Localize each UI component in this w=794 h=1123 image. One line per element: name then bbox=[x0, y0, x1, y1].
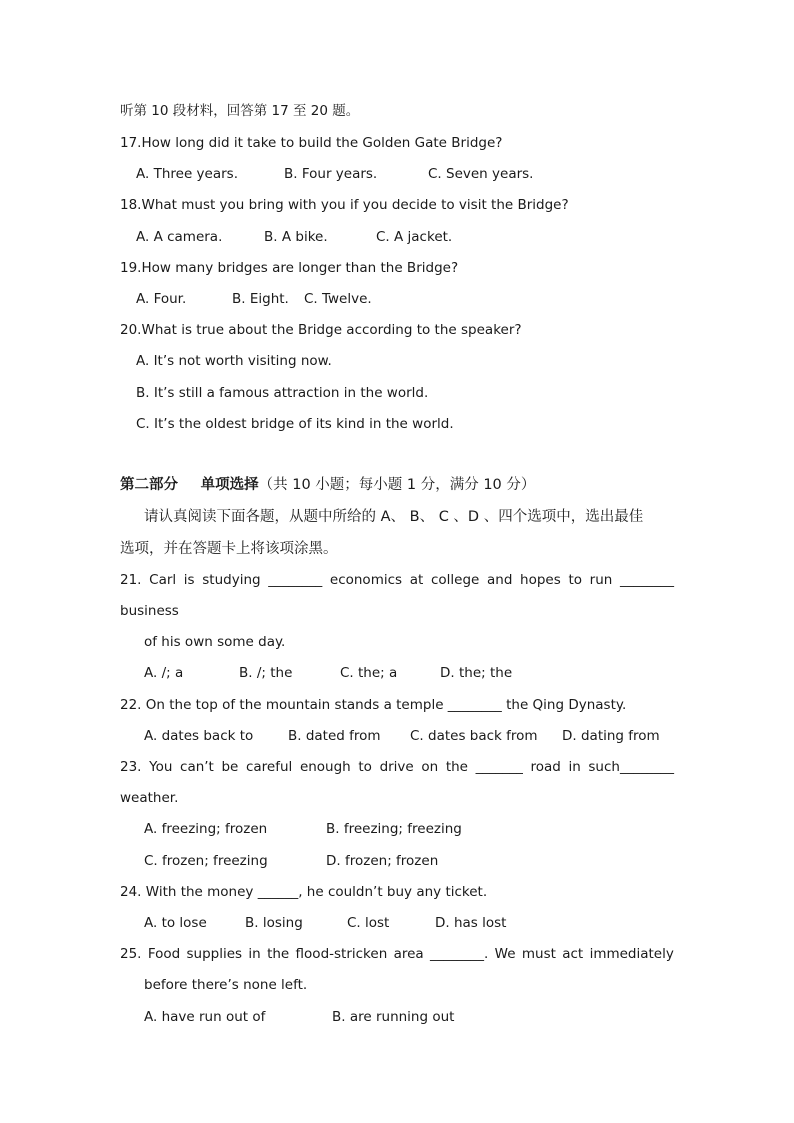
q19-option-b: B. Eight. bbox=[232, 291, 289, 307]
q25-blank: ________. bbox=[430, 946, 489, 962]
q25-word: in bbox=[248, 946, 261, 962]
q23-word: on bbox=[421, 759, 439, 775]
q21-stem-line3: of his own some day. bbox=[144, 634, 286, 650]
q25-word: We bbox=[494, 946, 516, 962]
question-20-stem: 20.What is true about the Bridge according to the speaker? bbox=[120, 322, 522, 338]
q21-word: at bbox=[409, 572, 424, 588]
q21-word: to bbox=[568, 572, 582, 588]
q21-option-a: A. /; a bbox=[144, 665, 184, 681]
q17-option-b: B. Four years. bbox=[284, 166, 378, 182]
q25-word: flood-stricken bbox=[295, 946, 388, 962]
q21-word: economics bbox=[329, 572, 403, 588]
q23-option-c: C. frozen; freezing bbox=[144, 853, 268, 869]
q19-option-c: C. Twelve. bbox=[304, 291, 372, 307]
q23-option-b: B. freezing; freezing bbox=[326, 821, 462, 837]
q21-blank: ________ bbox=[619, 572, 674, 588]
q21-word: 21. bbox=[120, 572, 142, 588]
q25-option-b: B. are running out bbox=[332, 1009, 455, 1025]
q23-word: 23. bbox=[120, 759, 142, 775]
q23-stem-line2: weather. bbox=[120, 790, 179, 806]
q23-word: careful bbox=[245, 759, 293, 775]
q18-option-b: B. A bike. bbox=[264, 229, 328, 245]
q23-word: in bbox=[568, 759, 581, 775]
question-17-stem: 17.How long did it take to build the Golden Gate Bridge? bbox=[120, 135, 503, 151]
q21-blank: ________ bbox=[268, 572, 323, 588]
question-21-stem bbox=[120, 571, 674, 589]
q22-option-b: B. dated from bbox=[288, 728, 381, 744]
part2-instruction-line2: 选项，并在答题卡上将该项涂黑。 bbox=[120, 541, 338, 557]
q25-word: the bbox=[267, 946, 290, 962]
q22-option-d: D. dating from bbox=[562, 728, 660, 744]
q23-word: be bbox=[221, 759, 239, 775]
q21-word: run bbox=[589, 572, 613, 588]
q25-word: immediately bbox=[589, 946, 674, 962]
q21-word: and bbox=[486, 572, 513, 588]
q24-option-b: B. losing bbox=[245, 915, 303, 931]
q20-option-a: A. It’s not worth visiting now. bbox=[136, 353, 332, 369]
part2-instruction-line1: 请认真阅读下面各题，从题中所给的 A、 B、 C 、D 、四个选项中，选出最佳 bbox=[144, 509, 644, 525]
q25-word: 25. bbox=[120, 946, 142, 962]
q25-word: must bbox=[521, 946, 556, 962]
q23-word: such________ bbox=[588, 759, 674, 775]
q20-option-c: C. It’s the oldest bridge of its kind in the world. bbox=[136, 416, 454, 432]
q25-word: area bbox=[393, 946, 424, 962]
q22-option-c: C. dates back from bbox=[410, 728, 538, 744]
q24-option-c: C. lost bbox=[347, 915, 390, 931]
q23-option-d: D. frozen; frozen bbox=[326, 853, 439, 869]
q23-word: can’t bbox=[180, 759, 214, 775]
q21-option-b: B. /; the bbox=[239, 665, 293, 681]
q21-word: hopes bbox=[520, 572, 561, 588]
q18-option-a: A. A camera. bbox=[136, 229, 223, 245]
question-25-stem bbox=[120, 945, 674, 963]
q23-word: enough bbox=[299, 759, 351, 775]
q22-option-a: A. dates back to bbox=[144, 728, 254, 744]
q23-blank: _______ bbox=[475, 759, 523, 775]
part2-title: 第二部分 bbox=[120, 477, 178, 493]
q23-option-a: A. freezing; frozen bbox=[144, 821, 268, 837]
q20-option-b: B. It’s still a famous attraction in the world. bbox=[136, 385, 429, 401]
listening-intro: 听第 10 段材料，回答第 17 至 20 题。 bbox=[120, 103, 360, 119]
q23-word: to bbox=[358, 759, 372, 775]
question-18-stem: 18.What must you bring with you if you decide to visit the Bridge? bbox=[120, 197, 569, 213]
q25-word: act bbox=[562, 946, 584, 962]
question-24-stem: 24. With the money ______, he couldn’t buy any ticket. bbox=[120, 884, 488, 900]
q21-option-d: D. the; the bbox=[440, 665, 513, 681]
part2-subtitle: 单项选择 bbox=[200, 477, 259, 493]
q23-word: road bbox=[530, 759, 561, 775]
q21-word: college bbox=[430, 572, 480, 588]
q19-option-a: A. Four. bbox=[136, 291, 187, 307]
q17-option-c: C. Seven years. bbox=[428, 166, 534, 182]
q25-word: supplies bbox=[186, 946, 243, 962]
q21-word: is bbox=[183, 572, 195, 588]
q23-word: You bbox=[149, 759, 173, 775]
q25-option-a: A. have run out of bbox=[144, 1009, 266, 1025]
q24-option-d: D. has lost bbox=[435, 915, 507, 931]
part2-heading bbox=[120, 476, 535, 494]
q17-option-a: A. Three years. bbox=[136, 166, 238, 182]
q23-word: the bbox=[445, 759, 468, 775]
q25-stem-line2: before there’s none left. bbox=[144, 977, 308, 993]
q23-word: drive bbox=[379, 759, 414, 775]
q25-word: Food bbox=[147, 946, 181, 962]
q24-option-a: A. to lose bbox=[144, 915, 207, 931]
question-23-stem bbox=[120, 758, 674, 776]
q18-option-c: C. A jacket. bbox=[376, 229, 453, 245]
q21-option-c: C. the; a bbox=[340, 665, 398, 681]
q21-word: Carl bbox=[149, 572, 177, 588]
question-19-stem: 19.How many bridges are longer than the Bridge? bbox=[120, 260, 459, 276]
part2-scoring: （共 10 小题；每小题 1 分，满分 10 分） bbox=[258, 477, 536, 493]
q21-word: studying bbox=[202, 572, 261, 588]
q21-stem-line2: business bbox=[120, 603, 179, 619]
question-22-stem: 22. On the top of the mountain stands a temple ________ the Qing Dynasty. bbox=[120, 697, 627, 713]
